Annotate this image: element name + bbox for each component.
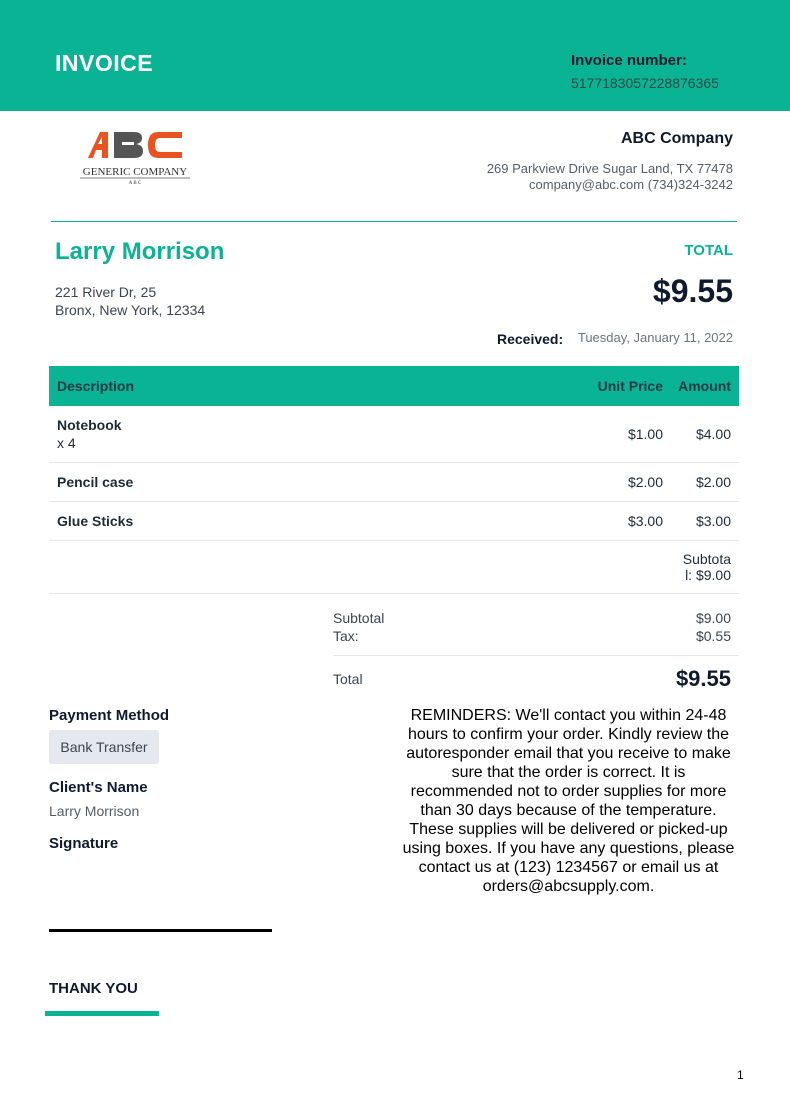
company-address: 269 Parkview Drive Sugar Land, TX 77478 (486, 161, 733, 176)
signature-title: Signature (49, 835, 119, 852)
client-name-title: Client's Name (49, 779, 148, 796)
client-address-line1: 221 River Dr, 25 (55, 284, 157, 300)
summary-tax-value: $0.55 (695, 628, 731, 644)
table-header (49, 366, 739, 406)
section-divider (51, 221, 737, 222)
header-amount: Amount (678, 378, 731, 394)
company-info (487, 130, 733, 193)
item-unit-price: $3.00 (627, 513, 663, 529)
summary-subtotal-label: Subtotal (333, 610, 385, 626)
header-bar (0, 0, 790, 111)
table-row (49, 502, 739, 541)
summary-subtotal-value: $9.00 (695, 610, 731, 626)
item-amount: $2.00 (695, 474, 731, 490)
summary-tax-label: Tax: (333, 628, 359, 644)
invoice-number-label: Invoice number: (571, 52, 687, 69)
item-description: Pencil case (57, 474, 134, 490)
thank-you-underline (45, 1011, 159, 1016)
total-amount: $9.55 (652, 273, 733, 309)
logo-subtext: GENERIC COMPANY (82, 166, 188, 178)
page-number: 1 (737, 1068, 744, 1082)
table-row (49, 463, 739, 502)
item-unit-price: $2.00 (627, 474, 663, 490)
logo-tiny-text: A B C (128, 181, 142, 185)
thank-you-text: THANK YOU (49, 980, 138, 997)
summary-divider (333, 655, 739, 656)
payment-method-title: Payment Method (49, 707, 170, 724)
item-amount: $3.00 (695, 513, 731, 529)
header-unit-price: Unit Price (597, 378, 663, 394)
item-description: Notebook (57, 417, 122, 433)
item-quantity: x 4 (57, 435, 76, 451)
client-name-value: Larry Morrison (49, 803, 140, 819)
table-row (49, 406, 739, 463)
invoice-number: 5177183057228876365 (571, 75, 719, 91)
company-logo (78, 130, 193, 185)
client-address-line2: Bronx, New York, 12334 (55, 302, 206, 318)
item-description: Glue Sticks (57, 513, 134, 529)
client-name: Larry Morrison (55, 238, 225, 265)
company-contact: company@abc.com (734)324-3242 (529, 177, 733, 192)
summary-total-label: Total (333, 671, 363, 687)
payment-method-badge: Bank Transfer (49, 730, 159, 764)
invoice-title: INVOICE (55, 50, 154, 76)
received-label: Received: (497, 331, 564, 347)
summary-total-value: $9.55 (675, 666, 731, 691)
item-amount: $4.00 (695, 426, 731, 442)
header-description: Description (57, 378, 135, 394)
total-label: TOTAL (684, 242, 733, 259)
signature-line (49, 929, 272, 932)
received-date: Tuesday, January 11, 2022 (577, 330, 733, 345)
table-subtotal: Subtotal: $9.00 (682, 551, 731, 583)
item-unit-price: $1.00 (627, 426, 663, 442)
client-address (55, 283, 205, 319)
company-name: ABC Company (620, 130, 733, 147)
table-subtotal-row (49, 541, 739, 594)
reminders-text: REMINDERS: We'll contact you within 24-48 hours to confirm your order. Kindly review the autoresponder email that you receive to make sure that the order is correct. It is recommended not to order supplies for more than 30 days because of the temperature. These supplies will be delivered or picked-up using boxes. If you have any questions, please contact us at (123) 1234567 or email us at orders@abcsupply.com. (402, 707, 735, 895)
items-table (49, 366, 739, 594)
